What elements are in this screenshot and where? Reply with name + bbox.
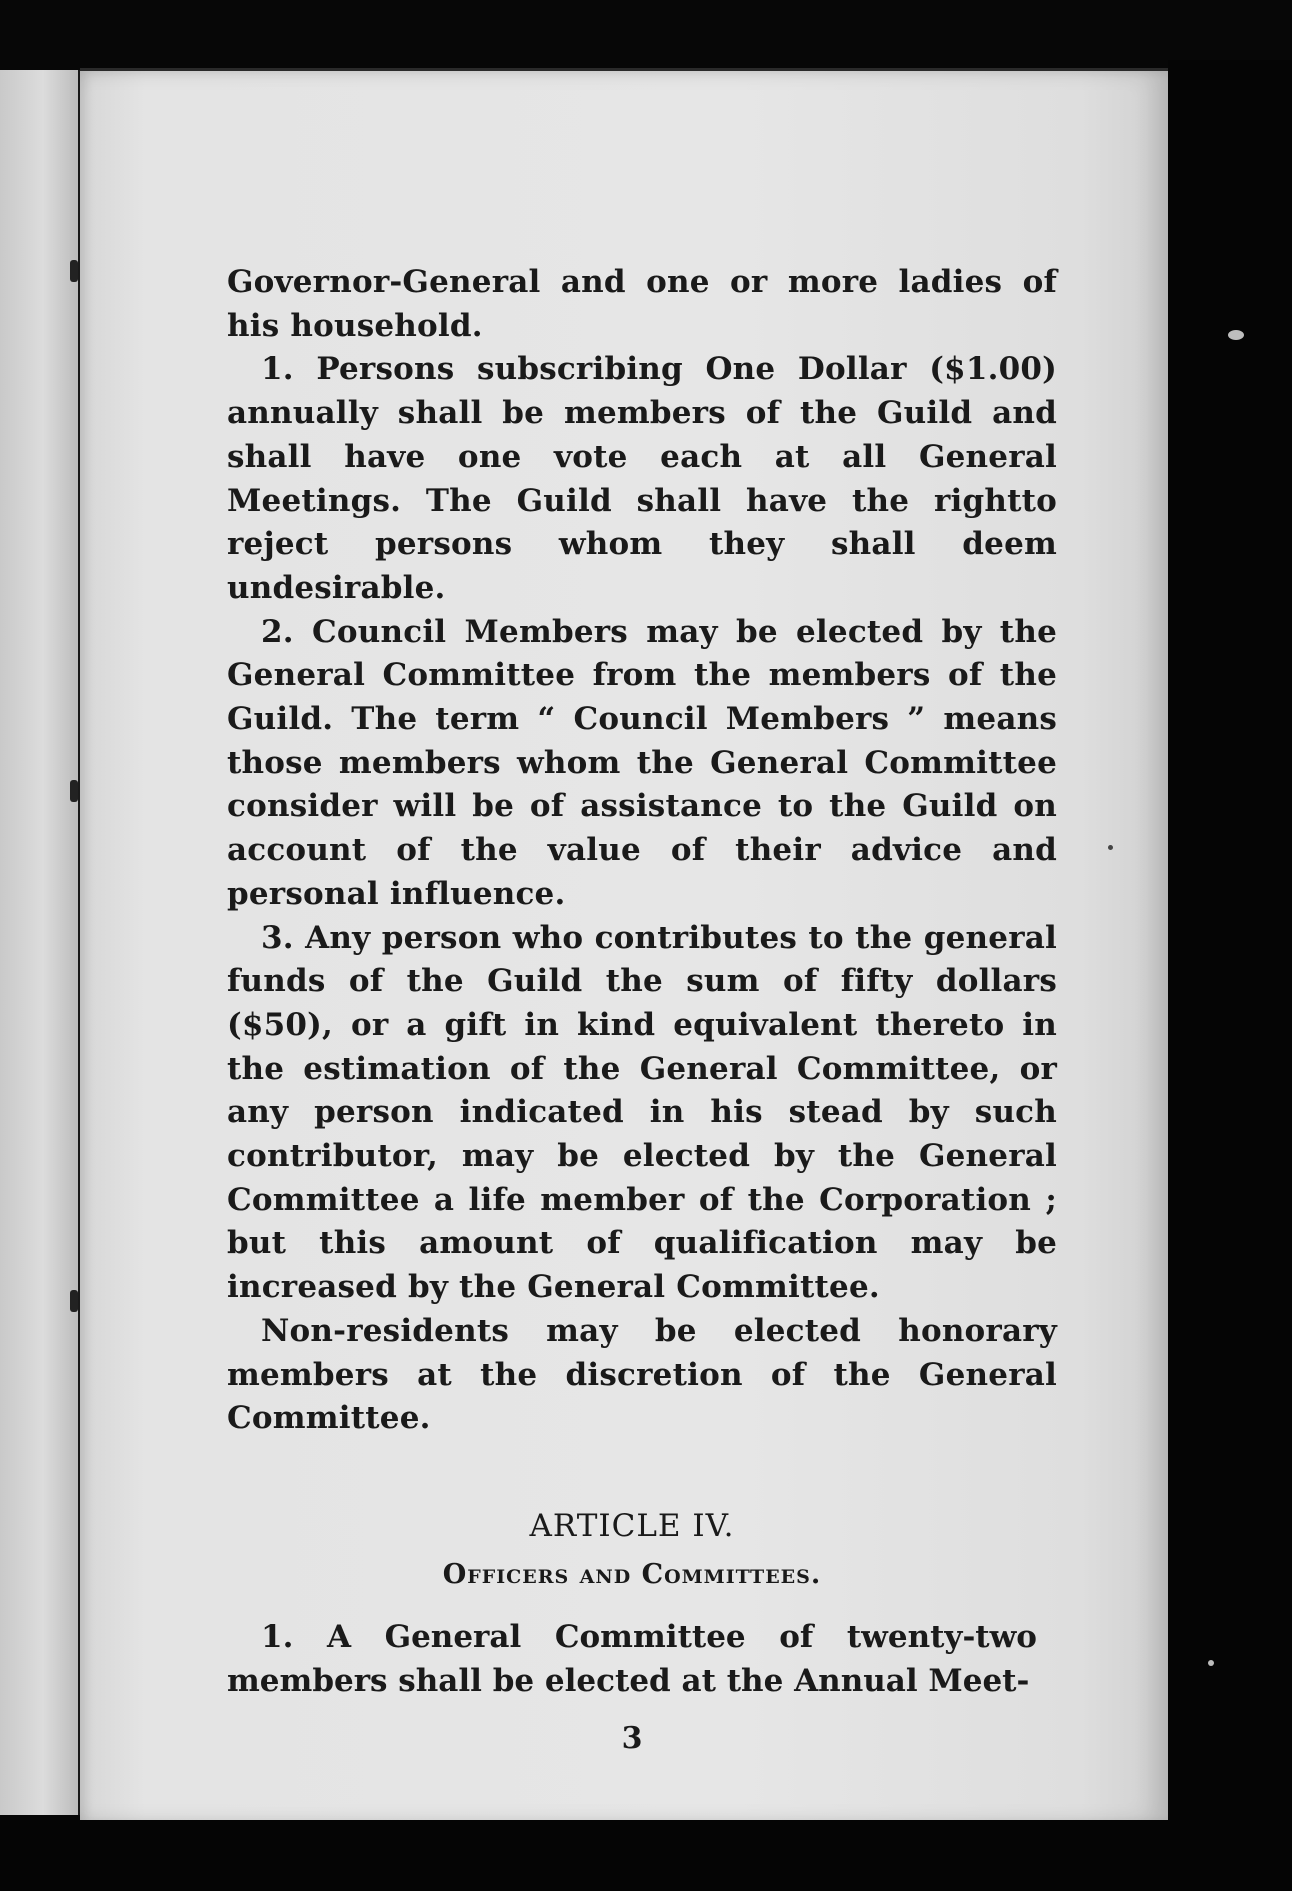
paragraph-clause-1: 1. Persons subscribing One Dollar ($1.00) annually shall be members of the Guild and shall have one vote each at all General Meetings. The Guild shall have the rightto reject persons whom they shall deem undesirable. — [227, 351, 1057, 606]
binding-mark — [70, 260, 78, 282]
binding-mark — [70, 780, 78, 802]
scan-background-right — [1168, 60, 1292, 1830]
paragraph-continuation: Governor-General and one or more ladies of his household. — [227, 264, 1057, 344]
dust-speck — [1228, 330, 1244, 340]
binding-mark — [70, 1290, 78, 1312]
document-page — [80, 68, 1168, 1823]
paragraph-clause-2: 2. Council Members may be elected by the General Committee from the members of the Guild. The term “ Council Members ” means those members whom the General Committee consider will be of assistance to the Guild on account of the value of their advice and personal influence. — [227, 613, 1057, 912]
dust-speck — [1108, 845, 1113, 850]
body-text — [227, 261, 1057, 1441]
dust-speck — [1208, 1660, 1214, 1666]
paragraph-non-residents: Non-residents may be elected honorary members at the discretion of the General Committee. — [227, 1312, 1057, 1437]
paragraph-article-4-clause-1: 1. A General Committee of twenty-two members shall be elected at the Annual Meet- — [227, 1619, 1037, 1699]
paragraph-clause-3: 3. Any person who contributes to the general funds of the Guild the sum of fifty dollars ($50), or a gift in kind equivalent thereto in the estimation of the General Committee, or any person indicated in his stead by such contributor, may be elected by the General Committee a life member of the Corporation ; but this amount of qualification may be increased by the General Committee. — [227, 919, 1057, 1306]
page-number: 3 — [621, 1721, 643, 1756]
scan-background-bottom — [0, 1820, 1292, 1891]
facing-page-edge — [0, 70, 81, 1815]
section-heading: Officers and Committees. — [442, 1559, 822, 1590]
article-heading: ARTICLE IV. — [529, 1508, 735, 1544]
